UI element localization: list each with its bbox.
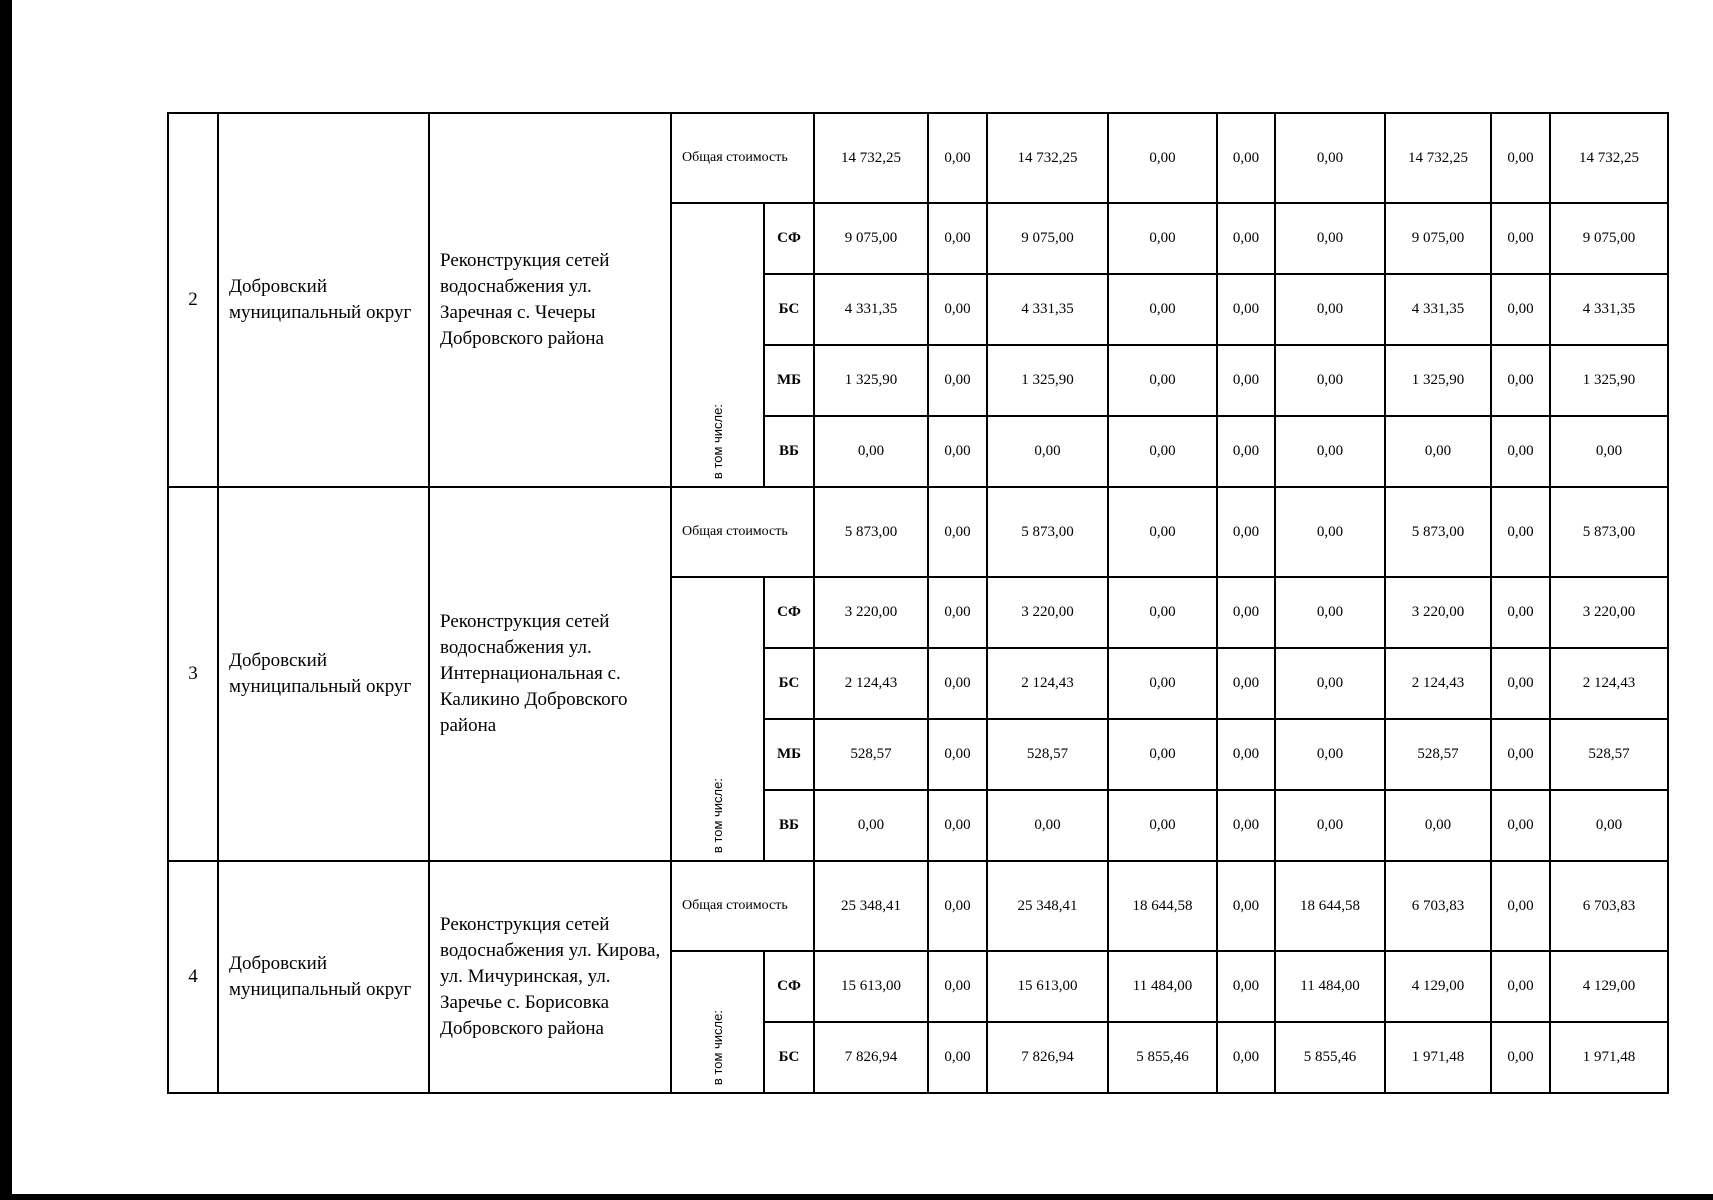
- value-cell: 4 331,35: [987, 274, 1108, 345]
- row-number: 4: [168, 861, 218, 1093]
- value-cell: 0,00: [1217, 203, 1275, 274]
- value-cell: 25 348,41: [987, 861, 1108, 951]
- funding-source: СФ: [764, 951, 814, 1022]
- object-name: Реконструкция сетей водоснабжения ул. Кирова, ул. Мичуринская, ул. Заречье с. Борисовка Добровского района: [429, 861, 671, 1093]
- value-cell: 0,00: [928, 274, 987, 345]
- row-number: 2: [168, 113, 218, 487]
- value-cell: 0,00: [1491, 861, 1550, 951]
- value-cell: 11 484,00: [1108, 951, 1217, 1022]
- value-cell: 0,00: [1491, 345, 1550, 416]
- value-cell: 0,00: [1491, 203, 1550, 274]
- value-cell: 0,00: [928, 1022, 987, 1093]
- value-cell: 2 124,43: [1385, 648, 1491, 719]
- total-row: [168, 861, 1668, 951]
- value-cell: 0,00: [1491, 487, 1550, 577]
- value-cell: 0,00: [1275, 203, 1385, 274]
- value-cell: 0,00: [1491, 951, 1550, 1022]
- value-cell: 0,00: [1491, 113, 1550, 203]
- value-cell: 0,00: [928, 416, 987, 487]
- value-cell: 1 971,48: [1550, 1022, 1668, 1093]
- including-label-cell: [671, 951, 764, 1093]
- value-cell: 0,00: [1491, 577, 1550, 648]
- value-cell: 2 124,43: [1550, 648, 1668, 719]
- including-label: в том числе:: [710, 1009, 725, 1085]
- value-cell: 5 855,46: [1108, 1022, 1217, 1093]
- including-label: в том числе:: [710, 777, 725, 853]
- value-cell: 4 331,35: [1550, 274, 1668, 345]
- including-label-cell: [671, 203, 764, 487]
- value-cell: 0,00: [1275, 416, 1385, 487]
- value-cell: 0,00: [1217, 648, 1275, 719]
- value-cell: 0,00: [928, 861, 987, 951]
- value-cell: 528,57: [1550, 719, 1668, 790]
- value-cell: 4 331,35: [1385, 274, 1491, 345]
- total-cost-label: Общая стоимость: [671, 861, 814, 951]
- funding-source: БС: [764, 274, 814, 345]
- value-cell: 0,00: [1108, 790, 1217, 861]
- value-cell: 5 873,00: [1385, 487, 1491, 577]
- value-cell: 0,00: [1217, 719, 1275, 790]
- value-cell: 4 129,00: [1385, 951, 1491, 1022]
- value-cell: 25 348,41: [814, 861, 928, 951]
- value-cell: 3 220,00: [814, 577, 928, 648]
- district-name: Добровский муниципальный округ: [218, 113, 429, 487]
- funding-source: МБ: [764, 719, 814, 790]
- value-cell: 1 325,90: [814, 345, 928, 416]
- value-cell: 0,00: [1550, 416, 1668, 487]
- value-cell: 0,00: [928, 577, 987, 648]
- scan-edge-left: [0, 0, 12, 1200]
- value-cell: 5 873,00: [987, 487, 1108, 577]
- value-cell: 0,00: [1217, 113, 1275, 203]
- value-cell: 0,00: [1491, 416, 1550, 487]
- district-name: Добровский муниципальный округ: [218, 861, 429, 1093]
- value-cell: 0,00: [987, 790, 1108, 861]
- value-cell: 1 325,90: [987, 345, 1108, 416]
- including-label-cell: [671, 577, 764, 861]
- value-cell: 4 331,35: [814, 274, 928, 345]
- value-cell: 3 220,00: [1385, 577, 1491, 648]
- total-cost-label: Общая стоимость: [671, 487, 814, 577]
- value-cell: 0,00: [1108, 487, 1217, 577]
- value-cell: 0,00: [1217, 1022, 1275, 1093]
- value-cell: 0,00: [1385, 790, 1491, 861]
- value-cell: 0,00: [928, 113, 987, 203]
- object-name: Реконструкция сетей водоснабжения ул. Заречная с. Чечеры Добровского района: [429, 113, 671, 487]
- total-cost-label: Общая стоимость: [671, 113, 814, 203]
- value-cell: 11 484,00: [1275, 951, 1385, 1022]
- value-cell: 0,00: [1275, 274, 1385, 345]
- value-cell: 6 703,83: [1550, 861, 1668, 951]
- value-cell: 0,00: [1108, 345, 1217, 416]
- value-cell: 9 075,00: [1550, 203, 1668, 274]
- value-cell: 15 613,00: [814, 951, 928, 1022]
- value-cell: 0,00: [1275, 113, 1385, 203]
- value-cell: 14 732,25: [814, 113, 928, 203]
- value-cell: 528,57: [814, 719, 928, 790]
- value-cell: 1 971,48: [1385, 1022, 1491, 1093]
- value-cell: 0,00: [1108, 577, 1217, 648]
- value-cell: 0,00: [1275, 719, 1385, 790]
- value-cell: 0,00: [1491, 1022, 1550, 1093]
- value-cell: 0,00: [1217, 274, 1275, 345]
- total-row: [168, 113, 1668, 203]
- row-number: 3: [168, 487, 218, 861]
- value-cell: 0,00: [1275, 790, 1385, 861]
- value-cell: 18 644,58: [1275, 861, 1385, 951]
- value-cell: 4 129,00: [1550, 951, 1668, 1022]
- value-cell: 0,00: [1275, 648, 1385, 719]
- value-cell: 0,00: [1108, 719, 1217, 790]
- value-cell: 0,00: [1217, 951, 1275, 1022]
- value-cell: 0,00: [1275, 345, 1385, 416]
- value-cell: 9 075,00: [987, 203, 1108, 274]
- value-cell: 0,00: [1108, 203, 1217, 274]
- value-cell: 0,00: [1491, 790, 1550, 861]
- value-cell: 0,00: [1217, 345, 1275, 416]
- value-cell: 0,00: [1491, 648, 1550, 719]
- value-cell: 9 075,00: [814, 203, 928, 274]
- funding-source: ВБ: [764, 416, 814, 487]
- value-cell: 0,00: [814, 416, 928, 487]
- value-cell: 18 644,58: [1108, 861, 1217, 951]
- value-cell: 528,57: [1385, 719, 1491, 790]
- object-name: Реконструкция сетей водоснабжения ул. Интернациональная с. Каликино Добровского района: [429, 487, 671, 861]
- value-cell: 0,00: [1275, 577, 1385, 648]
- table-body: [168, 113, 1668, 1093]
- value-cell: 0,00: [1108, 648, 1217, 719]
- value-cell: 0,00: [1217, 790, 1275, 861]
- value-cell: 7 826,94: [814, 1022, 928, 1093]
- value-cell: 528,57: [987, 719, 1108, 790]
- value-cell: 0,00: [928, 203, 987, 274]
- value-cell: 1 325,90: [1550, 345, 1668, 416]
- value-cell: 0,00: [1217, 487, 1275, 577]
- value-cell: 3 220,00: [1550, 577, 1668, 648]
- value-cell: 2 124,43: [987, 648, 1108, 719]
- value-cell: 0,00: [1217, 861, 1275, 951]
- value-cell: 0,00: [928, 648, 987, 719]
- value-cell: 7 826,94: [987, 1022, 1108, 1093]
- value-cell: 14 732,25: [987, 113, 1108, 203]
- scan-edge-bottom: [0, 1194, 1713, 1200]
- value-cell: 0,00: [1385, 416, 1491, 487]
- value-cell: 1 325,90: [1385, 345, 1491, 416]
- value-cell: 6 703,83: [1385, 861, 1491, 951]
- value-cell: 0,00: [1275, 487, 1385, 577]
- funding-source: БС: [764, 1022, 814, 1093]
- value-cell: 9 075,00: [1385, 203, 1491, 274]
- value-cell: 0,00: [1217, 577, 1275, 648]
- funding-source: СФ: [764, 203, 814, 274]
- value-cell: 14 732,25: [1550, 113, 1668, 203]
- funding-source: МБ: [764, 345, 814, 416]
- budget-table: [167, 112, 1669, 1094]
- value-cell: 0,00: [1108, 113, 1217, 203]
- value-cell: 0,00: [928, 951, 987, 1022]
- value-cell: 0,00: [814, 790, 928, 861]
- value-cell: 14 732,25: [1385, 113, 1491, 203]
- district-name: Добровский муниципальный округ: [218, 487, 429, 861]
- including-label: в том числе:: [710, 403, 725, 479]
- value-cell: 2 124,43: [814, 648, 928, 719]
- total-row: [168, 487, 1668, 577]
- value-cell: 0,00: [1217, 416, 1275, 487]
- funding-source: ВБ: [764, 790, 814, 861]
- funding-source: СФ: [764, 577, 814, 648]
- value-cell: 0,00: [1550, 790, 1668, 861]
- value-cell: 0,00: [987, 416, 1108, 487]
- value-cell: 0,00: [928, 790, 987, 861]
- value-cell: 3 220,00: [987, 577, 1108, 648]
- funding-source: БС: [764, 648, 814, 719]
- value-cell: 0,00: [1108, 416, 1217, 487]
- value-cell: 5 873,00: [1550, 487, 1668, 577]
- value-cell: 0,00: [928, 487, 987, 577]
- value-cell: 0,00: [928, 719, 987, 790]
- value-cell: 5 855,46: [1275, 1022, 1385, 1093]
- value-cell: 0,00: [1491, 274, 1550, 345]
- value-cell: 0,00: [1491, 719, 1550, 790]
- value-cell: 0,00: [928, 345, 987, 416]
- value-cell: 0,00: [1108, 274, 1217, 345]
- value-cell: 15 613,00: [987, 951, 1108, 1022]
- value-cell: 5 873,00: [814, 487, 928, 577]
